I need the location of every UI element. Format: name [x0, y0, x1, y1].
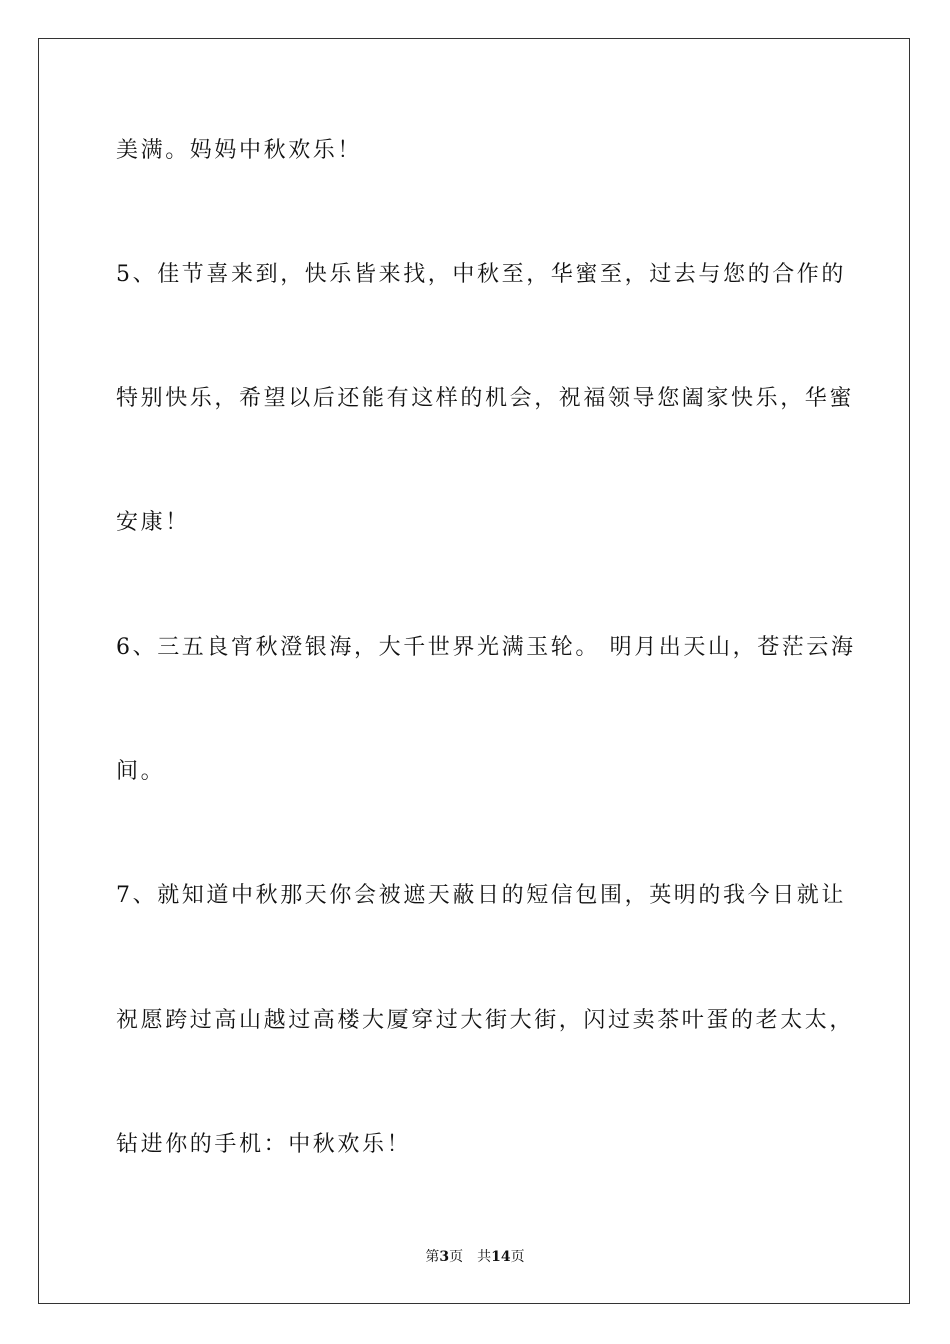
page-prefix: 第: [425, 1249, 440, 1265]
text-line-1: 美满。妈妈中秋欢乐！: [116, 138, 363, 163]
total-suffix: 页: [510, 1249, 525, 1265]
text-line-9: 钻进你的手机：中秋欢乐！: [116, 1132, 412, 1157]
total-pages: 14: [491, 1249, 511, 1265]
text-line-7: 7、就知道中秋那天你会被遮天蔽日的短信包围，英明的我今日就让: [116, 883, 846, 908]
text-line-8: 祝愿跨过高山越过高楼大厦穿过大街大街，闪过卖茶叶蛋的老太太，: [116, 1008, 855, 1033]
text-line-4: 安康！: [116, 510, 190, 535]
page-number: 3: [439, 1249, 450, 1265]
text-line-2: 5、佳节喜来到，快乐皆来找，中秋至，华蜜至，过去与您的合作的: [116, 262, 846, 287]
text-line-3: 特别快乐，希望以后还能有这样的机会，祝福领导您阖家快乐，华蜜: [116, 386, 855, 411]
page-suffix: 页: [449, 1249, 464, 1265]
page-frame: [38, 38, 910, 1304]
text-line-6: 间。: [116, 759, 166, 784]
text-line-5: 6、三五良宵秋澄银海，大千世界光满玉轮。 明月出天山，苍茫云海: [116, 635, 856, 660]
total-prefix: 共: [477, 1249, 492, 1265]
page-footer: [0, 1247, 950, 1267]
